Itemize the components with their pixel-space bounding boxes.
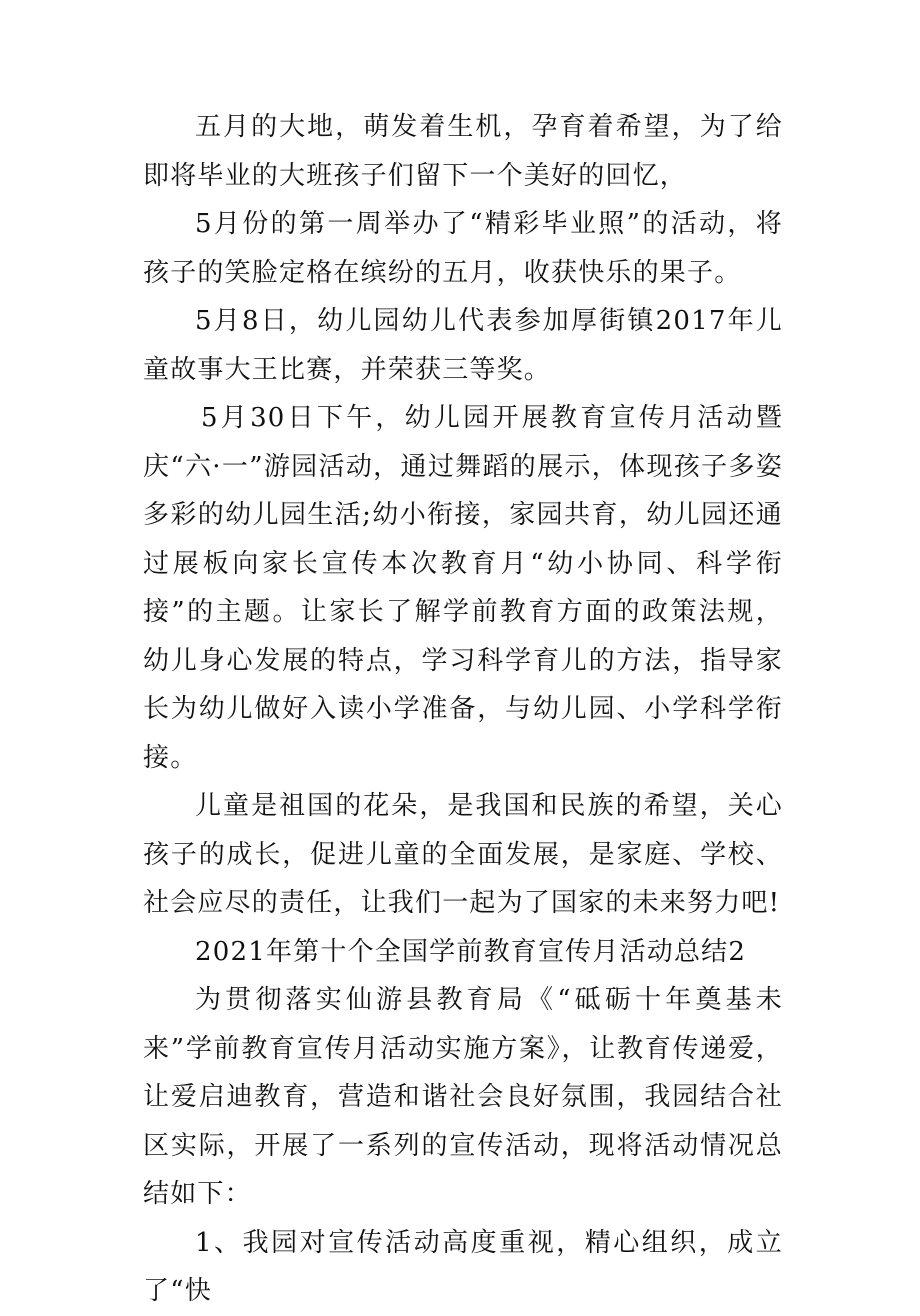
paragraph-implementation: 为贯彻落实仙游县教育局《“砥砺十年奠基未来”学前教育宣传月活动实施方案》，让教育传递爱，让爱启迪教育，营造和谐社会良好氛围，我园结合社区实际，开展了一系列的宣传活动，现将活动情况总结如下：: [143, 985, 783, 1209]
paragraph-intro: 五月的大地，萌发着生机，孕育着希望，为了给即将毕业的大班孩子们留下一个美好的回忆，: [143, 112, 783, 191]
paragraph-conclusion: 儿童是祖国的花朵，是我国和民族的希望，关心孩子的成长，促进儿童的全面发展，是家庭、学校、社会应尽的责任，让我们一起为了国家的未来努力吧!: [143, 791, 783, 918]
section-heading: 2021年第十个全国学前教育宣传月活动总结2: [195, 936, 747, 967]
paragraph-story-contest: 5月8日，幼儿园幼儿代表参加厚街镇2017年儿童故事大王比赛，并荣获三等奖。: [143, 306, 783, 385]
paragraph-item-1: 1、我园对宣传活动高度重视，精心组织，成立了“快: [143, 1227, 783, 1306]
document-body: [143, 103, 783, 1316]
paragraph-publicity-month: 5月30日下午，幼儿园开展教育宣传月活动暨庆“六·一”游园活动，通过舞蹈的展示，体现孩子多姿多彩的幼儿园生活;幼小衔接，家园共育，幼儿园还通过展板向家长宣传本次教育月“幼小协同、科学衔接”的主题。让家长了解学前教育方面的政策法规，幼儿身心发展的特点，学习科学育儿的方法，指导家长为幼儿做好入读小学准备，与幼儿园、小学科学衔接。: [143, 403, 783, 773]
paragraph-graduation-photo: 5月份的第一周举办了“精彩毕业照”的活动，将孩子的笑脸定格在缤纷的五月，收获快乐的果子。: [143, 209, 783, 288]
